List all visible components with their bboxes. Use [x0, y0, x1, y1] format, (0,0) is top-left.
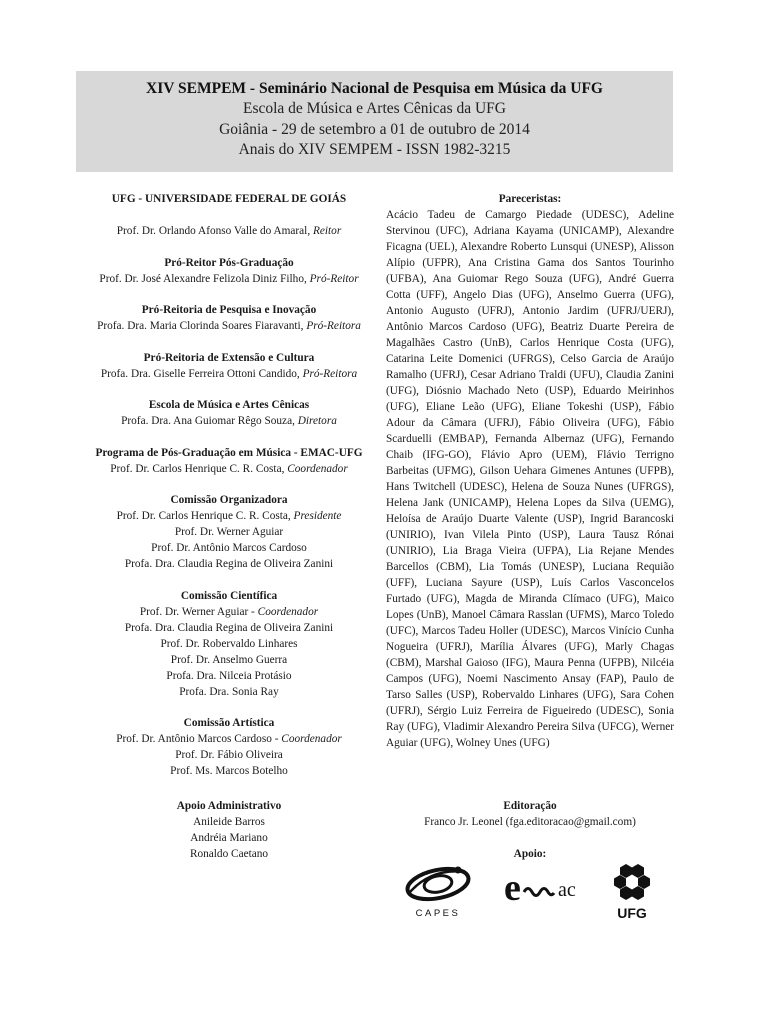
- member-line: Prof. Dr. Werner Aguiar: [174, 526, 284, 538]
- capes-logo-text: CAPES: [415, 908, 461, 919]
- section-title: Escola de Música e Artes Cênicas: [148, 399, 310, 411]
- member-line: Profa. Dra. Claudia Regina de Oliveira Zanini: [124, 621, 334, 634]
- editoracao-credit: Franco Jr. Leonel (fga.editoracao@gmail.com): [424, 816, 636, 828]
- member-line: Profa. Dra. Nilceia Protásio: [166, 669, 292, 682]
- section-pro-reitor: [70, 255, 388, 287]
- section-comissao-artistica: [70, 715, 388, 779]
- section-apoio-administrativo: [70, 798, 388, 862]
- apoio-title: Apoio:: [513, 848, 547, 860]
- section-title: Pró-Reitoria de Pesquisa e Inovação: [141, 304, 317, 316]
- member-line: Andréia Mariano: [190, 832, 268, 844]
- section-title: Pró-Reitor Pós-Graduação: [164, 256, 294, 269]
- section-title: Programa de Pós-Graduação em Música - EMAC-UFG: [95, 446, 363, 459]
- member-line: Profa. Dra. Claudia Regina de Oliveira Zanini: [124, 558, 334, 570]
- section-title: UFG - UNIVERSIDADE FEDERAL DE GOIÁS: [111, 193, 347, 205]
- member-line: Profa. Dra. Ana Guiomar Rêgo Souza, Diretora: [121, 415, 337, 427]
- member-line: Prof. Dr. José Alexandre Felizola Diniz Filho, Pró-Reitor: [99, 272, 359, 285]
- member-line: Ronaldo Caetano: [189, 848, 269, 860]
- section-title: Comissão Organizadora: [170, 494, 288, 506]
- member-line: Prof. Dr. Anselmo Guerra: [170, 653, 288, 666]
- member-line: Profa. Dra. Maria Clorinda Soares Fiaravanti, Pró-Reitora: [97, 320, 361, 332]
- member-line: Prof. Dr. Orlando Afonso Valle do Amaral, Reitor: [116, 225, 342, 237]
- member-line: Prof. Dr. Werner Aguiar - Coordenador: [139, 605, 319, 618]
- section-title: Apoio Administrativo: [176, 800, 282, 812]
- member-line: Profa. Dra. Giselle Ferreira Ottoni Candido, Pró-Reitora: [100, 367, 358, 380]
- member-line: Profa. Dra. Sonia Ray: [179, 685, 279, 698]
- member-line: Prof. Ms. Marcos Botelho: [170, 765, 288, 777]
- member-line: Prof. Dr. Antônio Marcos Cardoso: [151, 542, 307, 554]
- capes-logo: [402, 862, 474, 925]
- sponsor-logos: [400, 858, 680, 920]
- section-extensao: [70, 350, 388, 382]
- member-line: Prof. Dr. Carlos Henrique C. R. Costa, Coordenador: [110, 462, 348, 475]
- section-comissao-cientifica: [70, 588, 388, 700]
- member-line: Prof. Dr. Antônio Marcos Cardoso - Coordenador: [116, 733, 342, 745]
- section-programa: [70, 445, 388, 477]
- member-line: Prof. Dr. Carlos Henrique C. R. Costa, Presidente: [116, 510, 342, 522]
- left-column: [70, 191, 388, 795]
- section-comissao-organizadora: [70, 492, 388, 572]
- pareceristas-list: Acácio Tadeu de Camargo Piedade (UDESC), Adeline Stervinou (UFC), Adriana Kayama (UNICAMP), Alexandre Ficagna (UEL), Alexandre Roberto Lunsqui (UNESP), Alisson Alípio (UFPR), Ana Cristina Gama dos Santos Tourinho (UFBA), Ana Guiomar Rego Souza (UFG), André Guerra Cotta (UFF), Angelo Dias (UFG), Anselmo Guerra (UFG), Antonio Augusto (UFRJ), Antonio Jardim (UFRJ/UERJ), Antônio Marcos Cardoso (UFG), Beatriz Duarte Pereira de Magalhães Castro (UnB), Carlos Henrique Costa (UFG), Catarina Leite Domenici (UFRGS), Celso Garcia de Araújo Ramalho (UFRJ), Cesar Adriano Traldi (UFU), Claudia Zanini (UFG), Diósnio Machado Neto (USP), Eduardo Meirinhos (UFG), Eliane Leão (UFG), Eliane Tokeshi (USP), Fábio Adour da Câmara (UFRJ), Fábio Oliveira (UFG), Fábio Scarduelli (EMBAP), Fernanda Albernaz (UFG), Fernando Chaib (IFG-GO), Flávio Apro (UEM), Flávio Terrigno Barbeitas (UFMG), Gilson Uehara Gimenes Antunes (UFPB), Hans Twitchell (UDESC), Helena de Souza Nunes (UFRGS), Helena Jank (UNICAMP), Helena Lopes da Silva (UEMG), Heloísa de Araújo Duarte Valente (USP), Ingrid Barancoski (UNIRIO), Ivan Vilela Pinto (USP), Laura Tausz Rónai (UNIRIO), Lia Braga Vieira (UFPA), Lia Rejane Mendes Barcellos (CBM), Lia Tomás (UNESP), Luciana Requião (UFF), Luciana Sayure (USP), Luís Carlos Vasconcelos Furtado (UFG), Magda de Miranda Clímaco (UFG), Maico Lopes (UnB), Manoel Câmara Rasslan (UFMS), Marco Toledo (UFC), Marcos Tadeu Holler (UDESC), Marcos Vinício Cunha Nogueira (UFRJ), Marília Álvares (UFG), Marly Chagas (CBM), Marshal Gaioso (IFG), Maura Penna (UFPB), Nilcéia Campos (UFG), Noemi Nascimento Ansay (FAP), Paulo de Tarso Salles (USP), Robervaldo Linhares (UFG), Sara Cohen (UFRJ), Sérgio Luiz Ferreira de Figueiredo (UDESC), Sonia Ray (UFG), Vladimir Alexandro Pereira Silva (UFCG), Werner Aguiar (UFG), Wolney Unes (UFG): [386, 209, 674, 749]
- emac-logo-e: e: [504, 868, 521, 908]
- section-escola: [70, 397, 388, 429]
- ufg-logo-text: UFG: [617, 905, 647, 920]
- section-pesquisa: [70, 302, 388, 334]
- header-date: Goiânia - 29 de setembro a 01 de outubro de 2014: [219, 120, 530, 138]
- ufg-logo: [610, 862, 654, 925]
- section-university: [70, 191, 388, 239]
- section-title: Comissão Artística: [183, 717, 275, 729]
- editoracao-title: Editoração: [503, 800, 557, 812]
- member-line: Prof. Dr. Robervaldo Linhares: [160, 637, 298, 650]
- section-title: Pró-Reitoria de Extensão e Cultura: [143, 351, 315, 364]
- right-column: [386, 191, 674, 751]
- section-title: Comissão Científica: [180, 589, 278, 602]
- emac-logo-text: ac: [558, 879, 576, 901]
- header-school: Escola de Música e Artes Cênicas da UFG: [242, 100, 506, 117]
- pareceristas-title: Pareceristas:: [498, 193, 562, 205]
- member-line: Prof. Dr. Fábio Oliveira: [175, 749, 283, 761]
- header-title: XIV SEMPEM - Seminário Nacional de Pesquisa em Música da UFG: [146, 80, 603, 97]
- header-box: [76, 71, 673, 172]
- editoracao-block: [386, 798, 674, 862]
- emac-logo: [504, 868, 590, 913]
- member-line: Anileide Barros: [193, 816, 265, 828]
- header-issn: Anais do XIV SEMPEM - ISSN 1982-3215: [238, 141, 511, 158]
